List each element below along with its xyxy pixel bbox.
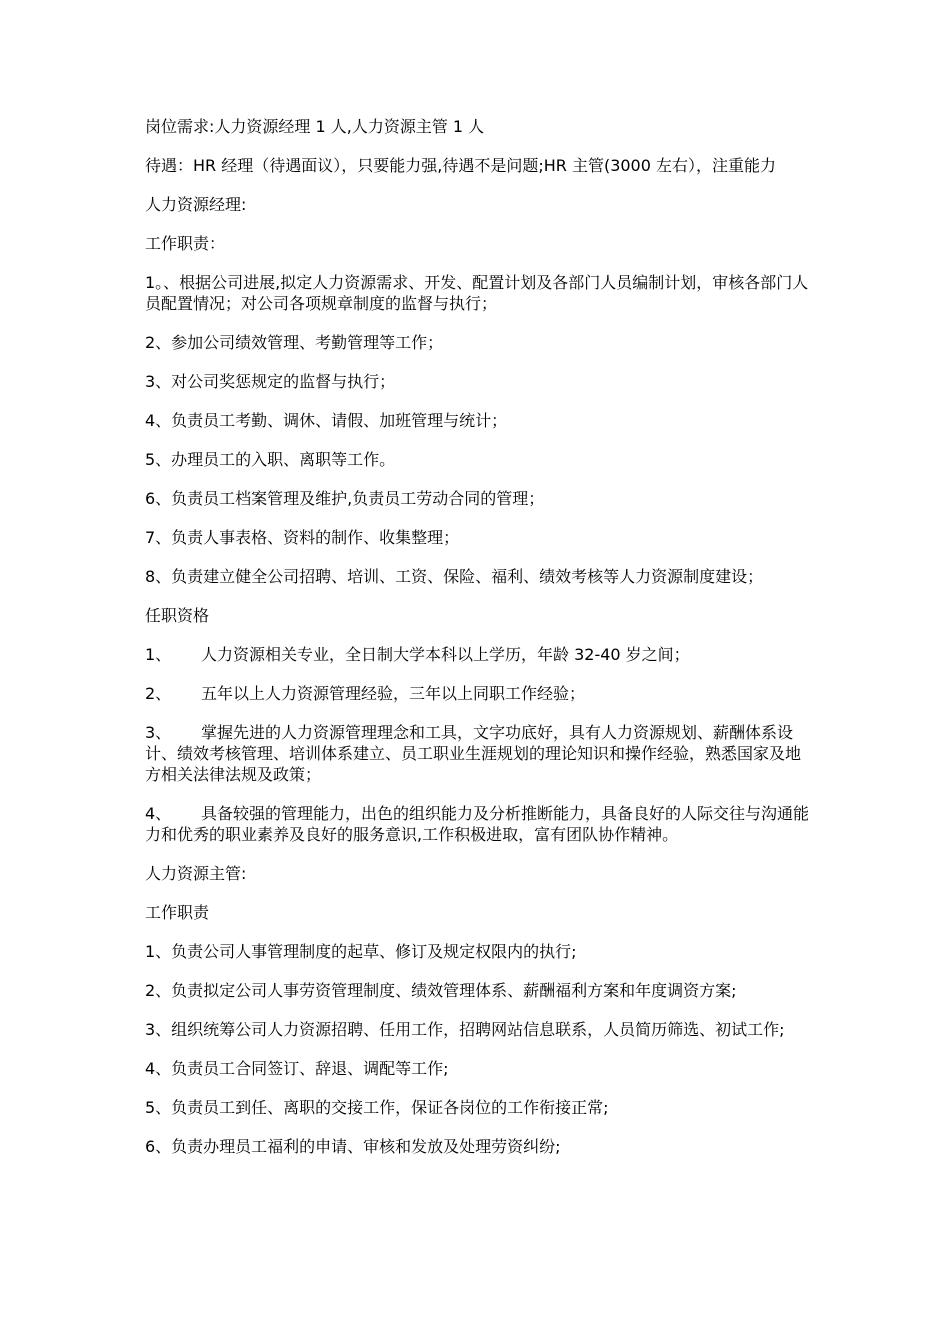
compensation-line: 待遇：HR 经理（待遇面议），只要能力强,待遇不是问题;HR 主管(3000 左右），注重能力 [145,156,776,175]
supervisor-duty-1: 1、负责公司人事管理制度的起草、修订及规定权限内的执行; [145,942,577,961]
qualification-text: 人力资源相关专业，全日制大学本科以上学历，年龄 32-40 岁之间； [201,645,690,664]
qualification-number: 2、 [145,684,172,703]
hr-supervisor-heading: 人力资源主管: [145,864,247,883]
qualification-item [145,722,815,785]
qualification-number: 1、 [145,645,172,664]
manager-duty-1: 1。、根据公司进展,拟定人力资源需求、开发、配置计划及各部门人员编制计划，审核各部门人员配置情况；对公司各项规章制度的监督与执行； [145,273,809,313]
supervisor-duty-5: 5、负责员工到任、离职的交接工作，保证各岗位的工作衔接正常; [145,1098,609,1117]
supervisor-duty-3: 3、组织统筹公司人力资源招聘、任用工作，招聘网站信息联系，人员简历筛选、初试工作; [145,1020,785,1039]
qualifications-heading: 任职资格 [145,606,210,625]
supervisor-duty-6: 6、负责办理员工福利的申请、审核和发放及处理劳资纠纷; [145,1137,561,1156]
manager-duty-3: 3、对公司奖惩规定的监督与执行； [145,372,396,391]
manager-duty-6: 6、负责员工档案管理及维护,负责员工劳动合同的管理； [145,489,545,508]
duties-heading: 工作职责： [145,234,226,253]
hr-manager-heading: 人力资源经理: [145,195,247,214]
job-demand-line: 岗位需求:人力资源经理 1 人,人力资源主管 1 人 [145,117,485,136]
document-body [145,116,815,1175]
qualification-number: 4、 [145,804,172,823]
qualification-item [145,644,815,665]
manager-duty-2: 2、参加公司绩效管理、考勤管理等工作； [145,333,444,352]
qualification-item [145,683,815,704]
qualification-text: 具备较强的管理能力，出色的组织能力及分析推断能力，具备良好的人际交往与沟通能力和优秀的职业素养及良好的服务意识,工作积极进取，富有团队协作精神。 [145,804,810,844]
qualification-number: 3、 [145,723,172,742]
supervisor-duty-4: 4、负责员工合同签订、辞退、调配等工作; [145,1059,449,1078]
qualification-text: 五年以上人力资源管理经验，三年以上同职工作经验； [201,684,586,703]
manager-duty-7: 7、负责人事表格、资料的制作、收集整理； [145,528,460,547]
manager-duty-4: 4、负责员工考勤、调休、请假、加班管理与统计； [145,411,508,430]
manager-duty-8: 8、负责建立健全公司招聘、培训、工资、保险、福利、绩效考核等人力资源制度建设； [145,567,764,586]
manager-duty-5: 5、办理员工的入职、离职等工作。 [145,450,396,469]
supervisor-duty-2: 2、负责拟定公司人事劳资管理制度、绩效管理体系、薪酬福利方案和年度调资方案; [145,981,737,1000]
qualification-text: 掌握先进的人力资源管理理念和工具，文字功底好，具有人力资源规划、薪酬体系设计、绩效考核管理、培训体系建立、员工职业生涯规划的理论知识和操作经验，熟悉国家及地方相关法律法规及政策； [145,723,802,784]
supervisor-duties-heading: 工作职责 [145,903,210,922]
qualification-item [145,803,815,845]
